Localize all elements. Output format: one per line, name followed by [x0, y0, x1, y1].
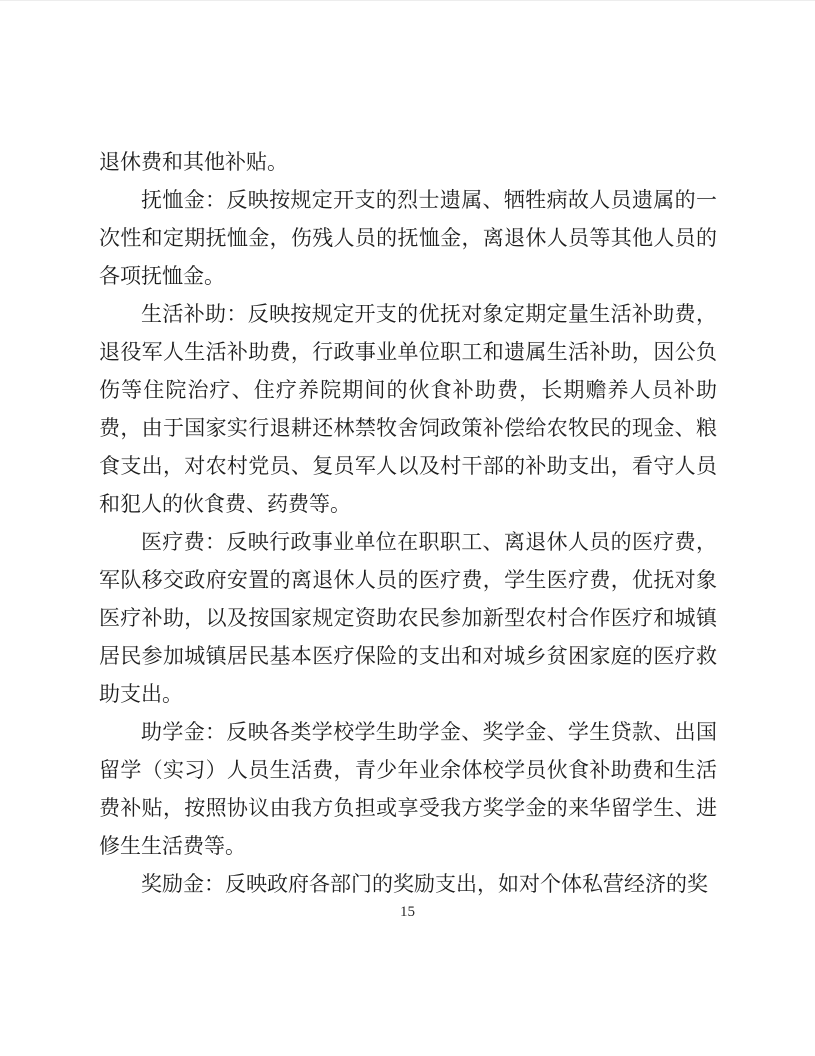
paragraph-continuation: 退休费和其他补贴。 — [99, 150, 288, 174]
body-text-block — [99, 143, 717, 903]
paragraph-fuxujin: 抚恤金：反映按规定开支的烈士遗属、牺牲病故人员遗属的一次性和定期抚恤金，伤残人员的抚恤金，离退休人员等其他人员的各项抚恤金。 — [99, 188, 717, 288]
paragraph-yiliaofei: 医疗费：反映行政事业单位在职职工、离退休人员的医疗费，军队移交政府安置的离退休人员的医疗费，学生医疗费，优抚对象医疗补助，以及按国家规定资助农民参加新型农村合作医疗和城镇居民参加城镇居民基本医疗保险的支出和对城乡贫困家庭的医疗救助支出。 — [99, 530, 717, 706]
paragraph-shenghuobuzhu: 生活补助：反映按规定开支的优抚对象定期定量生活补助费，退役军人生活补助费，行政事业单位职工和遗属生活补助，因公负伤等住院治疗、住疗养院期间的伙食补助费，长期赡养人员补助费，由于国家实行退耕还林禁牧舍饲政策补偿给农牧民的现金、粮食支出，对农村党员、复员军人以及村干部的补助支出，看守人员和犯人的伙食费、药费等。 — [99, 302, 717, 516]
paragraph-zhuxuejin: 助学金：反映各类学校学生助学金、奖学金、学生贷款、出国留学（实习）人员生活费，青少年业余体校学员伙食补助费和生活费补贴，按照协议由我方负担或享受我方奖学金的来华留学生、进修生生活费等。 — [99, 720, 717, 858]
paragraph-jianglijin: 奖励金：反映政府各部门的奖励支出，如对个体私营经济的奖 — [141, 872, 708, 896]
page-number: 15 — [400, 904, 415, 920]
